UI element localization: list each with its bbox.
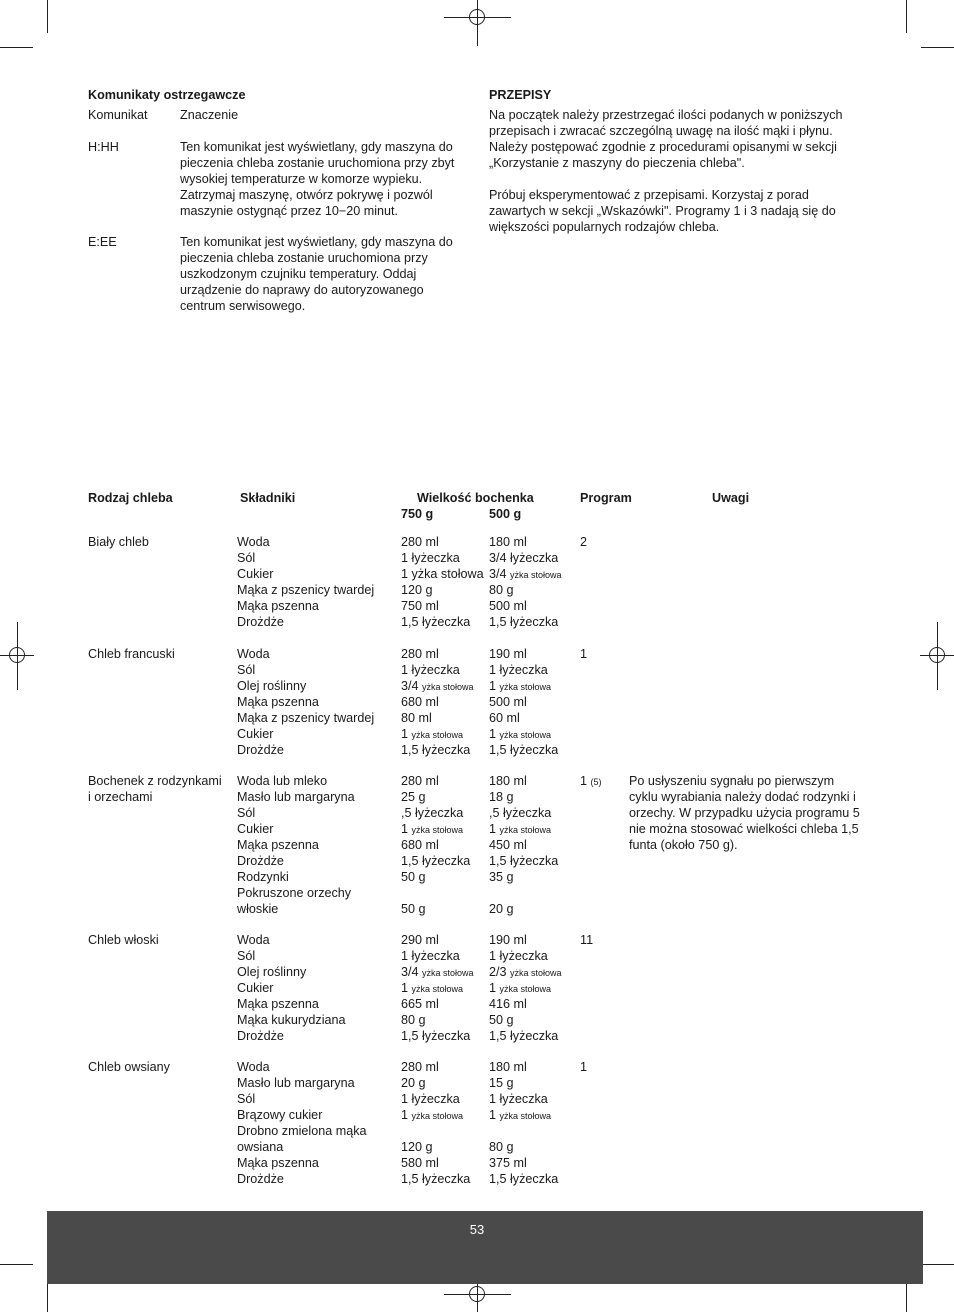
amount-750	[401, 1155, 439, 1171]
amount-750-main: 1 łyżeczka	[401, 551, 460, 565]
amount-500-main: 1,5 łyżeczka	[489, 743, 559, 757]
amount-750-main: 750 ml	[401, 599, 439, 613]
ingredient-name: Mąka pszenna	[237, 1156, 319, 1170]
amount-750-main: 280 ml	[401, 647, 439, 661]
ingredient-name: Drożdże	[237, 1172, 284, 1186]
ingredient-name: Sól	[237, 949, 256, 963]
amount-750-main: ,5 łyżeczka	[401, 806, 464, 820]
header-size-500: 500 g	[489, 507, 522, 521]
amount-500-main: 15 g	[489, 1076, 514, 1090]
amount-500-unit: yżka stołowa	[510, 570, 562, 580]
amount-500-main: 1 łyżeczka	[489, 1092, 548, 1106]
amount-750-main: 1	[401, 822, 409, 836]
amount-750	[401, 614, 470, 630]
amount-500-main: 375 ml	[489, 1156, 527, 1170]
amount-500-main: 500 ml	[489, 599, 527, 613]
amount-500-main: 1,5 łyżeczka	[489, 854, 559, 868]
amount-750-main: 1	[401, 1108, 409, 1122]
amount-500-main: 500 ml	[489, 695, 527, 709]
amount-750-main: 280 ml	[401, 535, 439, 549]
warning-line: pieczenia chleba zostanie uruchomiona przy zbyt	[180, 156, 455, 170]
bread-program-main: 1	[580, 1060, 588, 1074]
warning-line: uszkodzonym czujniku temperatury. Oddaj	[180, 267, 417, 281]
amount-750-main: 50 g	[401, 902, 426, 916]
amount-750	[401, 869, 426, 885]
amount-500-main: 3/4	[489, 567, 507, 581]
header-bread-type: Rodzaj chleba	[88, 491, 173, 505]
ingredient-name: Woda lub mleko	[237, 774, 328, 788]
amount-500	[489, 550, 558, 566]
amount-750-unit: yżka stołowa	[411, 1111, 464, 1121]
warning-line: Ten komunikat jest wyświetlany, gdy maszyna do	[180, 235, 453, 249]
amount-750-main: 280 ml	[401, 1060, 439, 1074]
recipes-line: przepisach i zwracać szczególną uwagę na ilość mąki i płynu.	[489, 124, 833, 138]
amount-750-main: 680 ml	[401, 838, 439, 852]
amount-500	[489, 598, 527, 614]
amount-500	[489, 853, 558, 869]
amount-750-main: 1 łyżeczka	[401, 663, 460, 677]
amount-750	[401, 710, 432, 726]
ingredient-name: Woda	[237, 933, 270, 947]
amount-500	[489, 1028, 558, 1044]
bread-note: nie można stosować wielkości chleba 1,5	[629, 822, 859, 836]
amount-750	[401, 948, 460, 964]
bread-name: Chleb owsiany	[88, 1060, 170, 1074]
amount-750-main: 1 łyżeczka	[401, 949, 460, 963]
warning-line: pieczenia chleba zostanie uruchomiona przy	[180, 251, 428, 265]
amount-500	[489, 901, 514, 917]
ingredient-name: Mąka pszenna	[237, 695, 319, 709]
amount-750-main: 1 łyżeczka	[401, 1092, 460, 1106]
ingredient-name: Brązowy cukier	[237, 1108, 323, 1122]
amount-750	[401, 1075, 426, 1091]
bread-program	[580, 534, 587, 550]
amount-500	[489, 996, 527, 1012]
amount-750	[401, 996, 439, 1012]
amount-500-unit: yżka stołowa	[499, 1111, 552, 1121]
amount-500	[489, 742, 558, 758]
bread-name: i orzechami	[88, 790, 153, 804]
ingredient-name: Mąka kukurydziana	[237, 1013, 346, 1027]
ingredient-name: Cukier	[237, 822, 274, 836]
amount-500-main: 450 ml	[489, 838, 527, 852]
warning-line: centrum serwisowego.	[180, 299, 306, 313]
header-notes: Uwagi	[712, 491, 750, 505]
ingredient-name: Olej roślinny	[237, 679, 307, 693]
amount-750	[401, 694, 439, 710]
header-size-750: 750 g	[401, 507, 434, 521]
amount-750	[401, 964, 474, 981]
amount-750-main: 280 ml	[401, 774, 439, 788]
amount-750-main: 1,5 łyżeczka	[401, 854, 471, 868]
recipes-line: „Korzystanie z maszyny do pieczenia chleba".	[489, 156, 745, 170]
amount-750-main: 1	[401, 981, 409, 995]
amount-500-main: 190 ml	[489, 933, 527, 947]
ingredient-name: Drożdże	[237, 1029, 284, 1043]
recipes-line: Na początek należy przestrzegać ilości podanych w poniższych	[489, 108, 843, 122]
recipes-line: większości popularnych rodzajów chleba.	[489, 220, 720, 234]
ingredient-name: Drożdże	[237, 743, 284, 757]
amount-500	[489, 678, 551, 695]
amount-500	[489, 646, 527, 662]
amount-500-main: 35 g	[489, 870, 514, 884]
amount-750	[401, 598, 439, 614]
ingredient-name: Woda	[237, 535, 270, 549]
amount-500-main: 190 ml	[489, 647, 527, 661]
amount-500	[489, 1155, 527, 1171]
amount-750	[401, 1091, 460, 1107]
warnings-title: Komunikaty ostrzegawcze	[88, 88, 246, 102]
amount-500-main: 18 g	[489, 790, 514, 804]
amount-500-main: 1,5 łyżeczka	[489, 1172, 559, 1186]
amount-500	[489, 1171, 558, 1187]
ingredient-name: Drożdże	[237, 854, 284, 868]
amount-500-main: 3/4 łyżeczka	[489, 551, 559, 565]
bread-program	[580, 932, 593, 948]
amount-750-unit: yżka stołowa	[411, 730, 464, 740]
ingredient-name: Rodzynki	[237, 870, 289, 884]
warning-code: E:EE	[88, 235, 117, 249]
amount-500	[489, 1091, 548, 1107]
amount-500-main: 1	[489, 679, 497, 693]
amount-500-unit: yżka stołowa	[510, 968, 562, 978]
ingredient-name: Mąka pszenna	[237, 838, 319, 852]
amount-750	[401, 932, 439, 948]
amount-750	[401, 901, 426, 917]
bread-note: orzechy. W przypadku użycia programu 5	[629, 806, 860, 820]
amount-500	[489, 534, 527, 550]
warning-code: H:HH	[88, 140, 119, 154]
bread-program-main: 2	[580, 535, 588, 549]
amount-500-main: 80 g	[489, 1140, 514, 1154]
ingredient-name: Pokruszone orzechy	[237, 886, 352, 900]
amount-500	[489, 980, 551, 997]
amount-750-unit: yżka stołowa	[422, 682, 474, 692]
amount-500	[489, 805, 551, 821]
amount-500	[489, 1107, 551, 1124]
amount-750-main: 1,5 łyżeczka	[401, 743, 471, 757]
amount-500	[489, 869, 514, 885]
amount-750-main: 25 g	[401, 790, 426, 804]
amount-750	[401, 837, 439, 853]
amount-750	[401, 678, 474, 695]
bread-name: Biały chleb	[88, 535, 149, 549]
amount-500	[489, 932, 527, 948]
bread-program-main: 1	[580, 774, 588, 788]
amount-500	[489, 726, 551, 743]
amount-750-main: 1,5 łyżeczka	[401, 1172, 471, 1186]
amount-750	[401, 1028, 470, 1044]
bread-name: Chleb włoski	[88, 933, 159, 947]
amount-750-main: 120 g	[401, 583, 433, 597]
ingredient-name: Cukier	[237, 981, 274, 995]
warning-line: wysokiej temperaturze w komorze wypieku.	[180, 172, 423, 186]
amount-750	[401, 1059, 439, 1075]
amount-750-main: 80 ml	[401, 711, 432, 725]
recipes-line: Należy postępować zgodnie z procedurami opisanymi w sekcji	[489, 140, 837, 154]
amount-500-main: 2/3	[489, 965, 507, 979]
amount-500-main: 180 ml	[489, 535, 527, 549]
amount-750	[401, 726, 463, 743]
amount-500-main: 180 ml	[489, 774, 527, 788]
warnings-header-meaning: Znaczenie	[180, 108, 239, 122]
bread-note: cyklu wyrabiania należy dodać rodzynki i	[629, 790, 856, 804]
amount-500-main: 1 łyżeczka	[489, 663, 548, 677]
amount-750	[401, 821, 463, 838]
amount-750	[401, 773, 439, 789]
amount-500-unit: yżka stołowa	[499, 984, 552, 994]
amount-500-main: 1 łyżeczka	[489, 949, 548, 963]
amount-750-main: 1 yżka stołowa	[401, 567, 484, 581]
ingredient-name: Masło lub margaryna	[237, 1076, 355, 1090]
amount-500-main: 1	[489, 822, 497, 836]
amount-500-main: 180 ml	[489, 1060, 527, 1074]
amount-750	[401, 1012, 426, 1028]
amount-500	[489, 964, 562, 981]
amount-500-main: 1	[489, 1108, 497, 1122]
amount-750	[401, 662, 460, 678]
amount-750-main: 120 g	[401, 1140, 433, 1154]
warning-line: Zatrzymaj maszynę, otwórz pokrywę i pozwól	[180, 188, 433, 202]
bread-program-main: 1	[580, 647, 588, 661]
amount-750	[401, 1107, 463, 1124]
page-number: 53	[469, 1222, 485, 1237]
amount-500	[489, 773, 527, 789]
amount-500-main: ,5 łyżeczka	[489, 806, 552, 820]
amount-500	[489, 821, 551, 838]
warning-line: maszynie ostygnąć przez 10−20 minut.	[180, 204, 399, 218]
amount-750-main: 1,5 łyżeczka	[401, 1029, 471, 1043]
bread-program	[580, 646, 587, 662]
recipes-line: zawartych w sekcji „Wskazówki". Programy 1 i 3 nadają się do	[489, 204, 836, 218]
amount-750-main: 80 g	[401, 1013, 426, 1027]
amount-500-main: 1	[489, 981, 497, 995]
bread-program-main: 11	[580, 933, 594, 947]
amount-500-main: 1,5 łyżeczka	[489, 1029, 559, 1043]
ingredient-name: Sól	[237, 806, 256, 820]
warning-line: Ten komunikat jest wyświetlany, gdy maszyna do	[180, 140, 453, 154]
amount-500	[489, 1012, 514, 1028]
ingredient-name: Mąka pszenna	[237, 997, 319, 1011]
amount-500-main: 416 ml	[489, 997, 527, 1011]
amount-750-unit: yżka stołowa	[422, 968, 474, 978]
amount-500-unit: yżka stołowa	[499, 825, 552, 835]
amount-500	[489, 837, 527, 853]
amount-500-main: 50 g	[489, 1013, 514, 1027]
amount-750	[401, 582, 433, 598]
recipes-line: Próbuj eksperymentować z przepisami. Korzystaj z porad	[489, 188, 809, 202]
amount-750	[401, 1171, 470, 1187]
ingredient-name: Drobno zmielona mąka	[237, 1124, 367, 1138]
recipes-title: PRZEPISY	[489, 88, 552, 102]
ingredient-name: Mąka z pszenicy twardej	[237, 583, 375, 597]
header-program: Program	[580, 491, 632, 505]
ingredient-name: Drożdże	[237, 615, 284, 629]
amount-500	[489, 694, 527, 710]
amount-750	[401, 742, 470, 758]
bread-note: funta (około 750 g).	[629, 838, 738, 852]
amount-500	[489, 614, 558, 630]
amount-750-main: 665 ml	[401, 997, 439, 1011]
amount-500-unit: yżka stołowa	[499, 682, 552, 692]
ingredient-name: owsiana	[237, 1140, 284, 1154]
amount-750-main: 20 g	[401, 1076, 426, 1090]
amount-750-main: 680 ml	[401, 695, 439, 709]
amount-750	[401, 646, 439, 662]
bread-note: Po usłyszeniu sygnału po pierwszym	[629, 774, 835, 788]
amount-500	[489, 948, 548, 964]
warnings-header-code: Komunikat	[88, 108, 148, 122]
amount-500-unit: yżka stołowa	[499, 730, 552, 740]
amount-500-main: 60 ml	[489, 711, 520, 725]
amount-750	[401, 534, 439, 550]
ingredient-name: Woda	[237, 647, 270, 661]
bread-name: Chleb francuski	[88, 647, 175, 661]
amount-750-main: 50 g	[401, 870, 426, 884]
amount-750-main: 580 ml	[401, 1156, 439, 1170]
amount-750-main: 3/4	[401, 679, 419, 693]
amount-500	[489, 582, 514, 598]
amount-750	[401, 980, 463, 997]
ingredient-name: Olej roślinny	[237, 965, 307, 979]
amount-500	[489, 1139, 514, 1155]
ingredient-name: Masło lub margaryna	[237, 790, 355, 804]
amount-500-main: 1	[489, 727, 497, 741]
ingredient-name: Sól	[237, 663, 256, 677]
amount-750	[401, 1139, 433, 1155]
amount-750-main: 1	[401, 727, 409, 741]
ingredient-name: Woda	[237, 1060, 270, 1074]
header-ingredients: Składniki	[240, 491, 296, 505]
ingredient-name: Cukier	[237, 727, 274, 741]
amount-500	[489, 1075, 514, 1091]
amount-500-main: 80 g	[489, 583, 514, 597]
bread-name: Bochenek z rodzynkami	[88, 774, 222, 788]
amount-500-main: 1,5 łyżeczka	[489, 615, 559, 629]
amount-500-main: 20 g	[489, 902, 514, 916]
amount-750	[401, 789, 426, 805]
amount-750	[401, 550, 460, 566]
amount-500	[489, 1059, 527, 1075]
amount-750	[401, 566, 484, 582]
ingredient-name: Sól	[237, 1092, 256, 1106]
bread-program	[580, 1059, 587, 1075]
ingredient-name: Mąka pszenna	[237, 599, 319, 613]
bread-program	[580, 773, 602, 790]
header-loaf-size: Wielkość bochenka	[417, 491, 534, 505]
amount-500	[489, 662, 548, 678]
bread-program-unit: (5)	[590, 777, 602, 787]
amount-750	[401, 805, 463, 821]
amount-750-unit: yżka stołowa	[411, 825, 464, 835]
warning-line: urządzenie do naprawy do autoryzowanego	[180, 283, 424, 297]
amount-750-main: 290 ml	[401, 933, 439, 947]
amount-750	[401, 853, 470, 869]
ingredient-name: Mąka z pszenicy twardej	[237, 711, 375, 725]
ingredient-name: włoskie	[237, 902, 279, 916]
ingredient-name: Sól	[237, 551, 256, 565]
amount-500	[489, 566, 562, 583]
ingredient-name: Cukier	[237, 567, 274, 581]
amount-750-main: 3/4	[401, 965, 419, 979]
amount-750-unit: yżka stołowa	[411, 984, 464, 994]
amount-500	[489, 710, 520, 726]
amount-500	[489, 789, 514, 805]
amount-750-main: 1,5 łyżeczka	[401, 615, 471, 629]
